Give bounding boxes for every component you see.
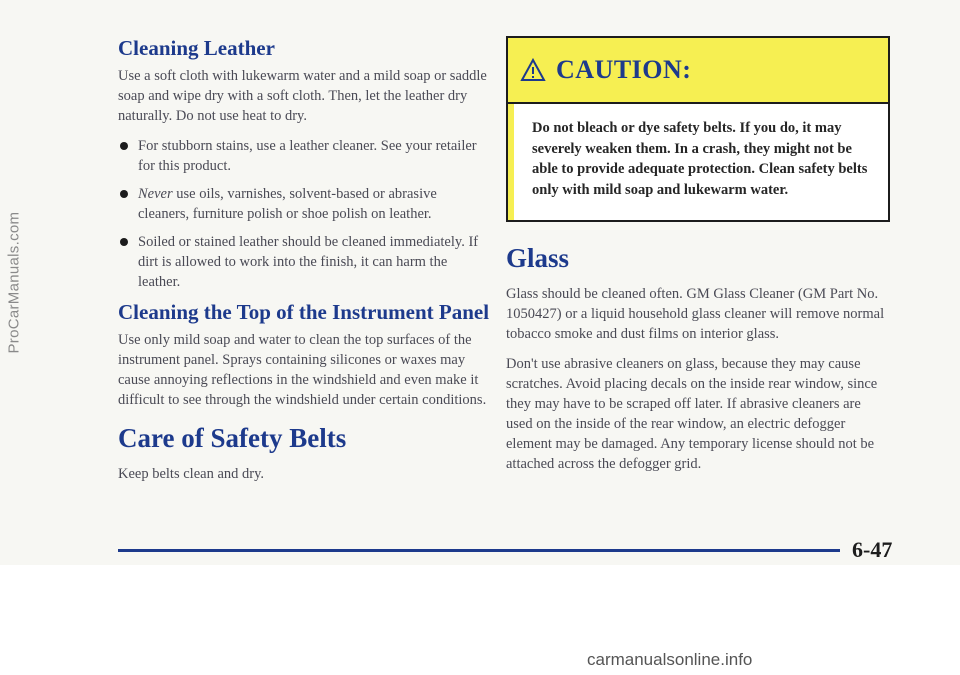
glass-paragraph-1: Glass should be cleaned often. GM Glass Cleaner (GM Part No. 1050427) or a liquid household glass cleaner will remove normal tobacco smoke and dust films on interior glass.: [506, 285, 885, 342]
list-item: [118, 232, 490, 292]
caution-title: CAUTION:: [556, 55, 692, 84]
instrument-panel-text: Use only mild soap and water to clean the top surfaces of the instrument panel. Sprays containing silicones or waxes may cause annoying reflections in the windshield and even make it difficult to see through the windshield under certain conditions.: [118, 332, 487, 409]
bullet-text: use oils, varnishes, solvent-based or abrasive cleaners, furniture polish or shoe polish on leather.: [138, 186, 437, 223]
leather-bullet-list: [118, 136, 490, 292]
bullet-emphasis: Never: [138, 186, 173, 203]
side-watermark: ProCarManuals.com: [5, 211, 23, 354]
bullet-text: Soiled or stained leather should be cleaned immediately. If dirt is allowed to work into the finish, it can harm the leather.: [138, 234, 479, 291]
safety-belts-text: Keep belts clean and dry.: [118, 465, 265, 482]
glass-heading: Glass: [506, 243, 570, 273]
bullet-dot-icon: [120, 238, 128, 246]
bottom-watermark: carmanualsonline.info: [587, 650, 753, 669]
warning-triangle-icon: [520, 58, 546, 82]
list-item: [118, 136, 490, 176]
instrument-panel-heading: Cleaning the Top of the Instrument Panel: [118, 300, 490, 325]
bullet-text: For stubborn stains, use a leather cleaner. See your retailer for this product.: [138, 138, 477, 175]
right-column: [506, 36, 890, 484]
page-number: 6-47: [852, 537, 893, 562]
glass-paragraph-2: Don't use abrasive cleaners on glass, because they may cause scratches. Avoid placing decals on the inside rear window, since they may have to be scraped off later. If abrasive cleaners are used on the inside of the rear window, an electric defogger element may be damaged. Any temporary license should not be attached across the defogger grid.: [506, 355, 878, 472]
bullet-dot-icon: [120, 142, 128, 150]
footer-rule: [118, 549, 840, 552]
left-column: [118, 36, 490, 494]
safety-belts-heading: Care of Safety Belts: [118, 423, 347, 454]
cleaning-leather-heading: Cleaning Leather: [118, 36, 275, 60]
caution-header: [508, 38, 888, 104]
caution-text: Do not bleach or dye safety belts. If you do, it may severely weaken them. In a crash, they might not be able to provide adequate protection. Clean safety belts only with mild soap and lukewarm water.: [508, 104, 888, 220]
list-item: [118, 184, 490, 224]
bullet-dot-icon: [120, 190, 128, 198]
caution-box: [506, 36, 890, 222]
leather-intro: Use a soft cloth with lukewarm water and a mild soap or saddle soap and wipe dry with a soft cloth. Then, let the leather dry naturally. Do not use heat to dry.: [118, 68, 487, 125]
